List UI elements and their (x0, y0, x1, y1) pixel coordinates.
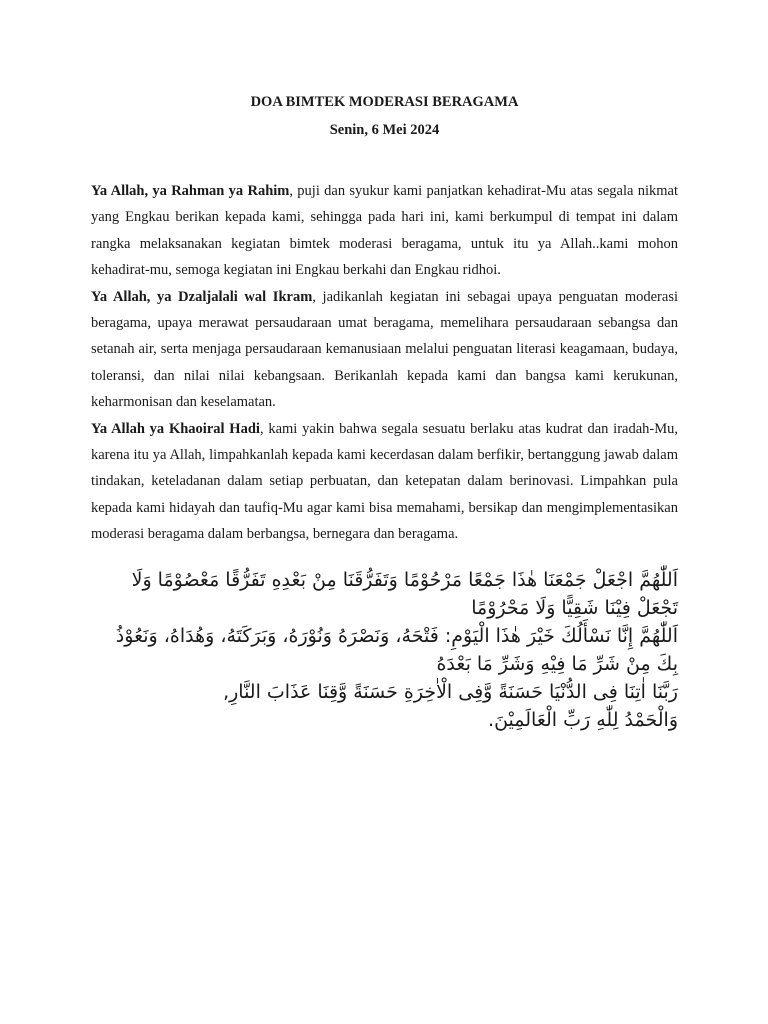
arabic-line-1: اَللّٰهُمَّ اجْعَلْ جَمْعَنَا هٰذَا جَمْعًا مَرْحُوْمًا وَتَفَرُّقَنَا مِنْ بَعْدِهِ تَفَرُّقًا مَعْصُوْمًا وَلَا تَجْعَلْ فِيْنَا شَقِيًّا وَلَا مَحْرُوْمًا (131, 568, 678, 619)
arabic-line-4: وَالْحَمْدُ لِلّٰهِ رَبِّ الْعَالَمِيْنَ. (488, 708, 678, 731)
arabic-line-2: اَللّٰهُمَّ إِنَّا نَسْأَلُكَ خَيْرَ هٰذَا الْيَوْمِ: فَتْحَهُ، وَنَصْرَهُ وَنُوْرَهُ، وَبَرَكَتَهُ، وَهُدَاهُ، وَنَعُوْذُ بِكَ مِنْ شَرِّ مَا فِيْهِ وَشَرِّ مَا بَعْدَهُ (115, 624, 678, 675)
document-page (91, 91, 678, 734)
paragraph-1 (91, 178, 678, 284)
arabic-prayer (91, 566, 678, 734)
paragraph-3 (91, 416, 678, 548)
paragraph-1-lead: Ya Allah, ya Rahman ya Rahim (91, 183, 290, 199)
paragraph-1-text: , puji dan syukur kami panjatkan kehadirat-Mu atas segala nikmat yang Engkau berikan kepada kami, sehingga pada hari ini, kami berkumpul di tempat ini dalam rangka melaksanakan kegiatan bimtek moderasi beragama, untuk itu ya Allah..kami mohon kehadirat-mu, semoga kegiatan ini Engkau berkahi dan Engkau ridhoi. (91, 183, 679, 279)
document-title: DOA BIMTEK MODERASI BERAGAMA (250, 94, 519, 110)
paragraph-2-lead: Ya Allah, ya Dzaljalali wal Ikram (91, 288, 313, 305)
paragraph-3-lead: Ya Allah ya Khaoiral Hadi (91, 420, 260, 437)
document-date: Senin, 6 Mei 2024 (329, 122, 440, 138)
paragraph-3-text: , kami yakin bahwa segala sesuatu berlaku atas kudrat dan iradah-Mu, karena itu ya Allah, limpahkanlah kepada kami kecerdasan dalam berfikir, bertanggung jawab dalam tindakan, keteladanan dalam setiap perbuatan, dan ketepatan dalam berinovasi. Limpahkan pula kepada kami hidayah dan taufiq-Mu agar kami bisa memahami, bersikap dan mengimplementasikan moderasi beragama dalam berbangsa, bernegara dan beragama. (91, 420, 678, 543)
arabic-line-3: رَبَّنَا اٰتِنَا فِى الدُّنْيَا حَسَنَةً وَّفِى الْاٰخِرَةِ حَسَنَةً وَّقِنَا عَذَابَ النَّارِ, (223, 680, 678, 703)
paragraph-2 (91, 284, 678, 416)
prayer-body (91, 178, 678, 548)
paragraph-2-text: , jadikanlah kegiatan ini sebagai upaya penguatan moderasi beragama, upaya merawat persaudaraan umat beragama, memelihara persaudaraan sebangsa dan setanah air, serta menjaga persaudaraan kemanusiaan melalui penguatan literasi keagamaan, budaya, toleransi, dan nilai nilai kebangsaan. Berikanlah kepada kami dan bangsa kami kerukunan, keharmonisan dan keselamatan. (91, 288, 678, 411)
